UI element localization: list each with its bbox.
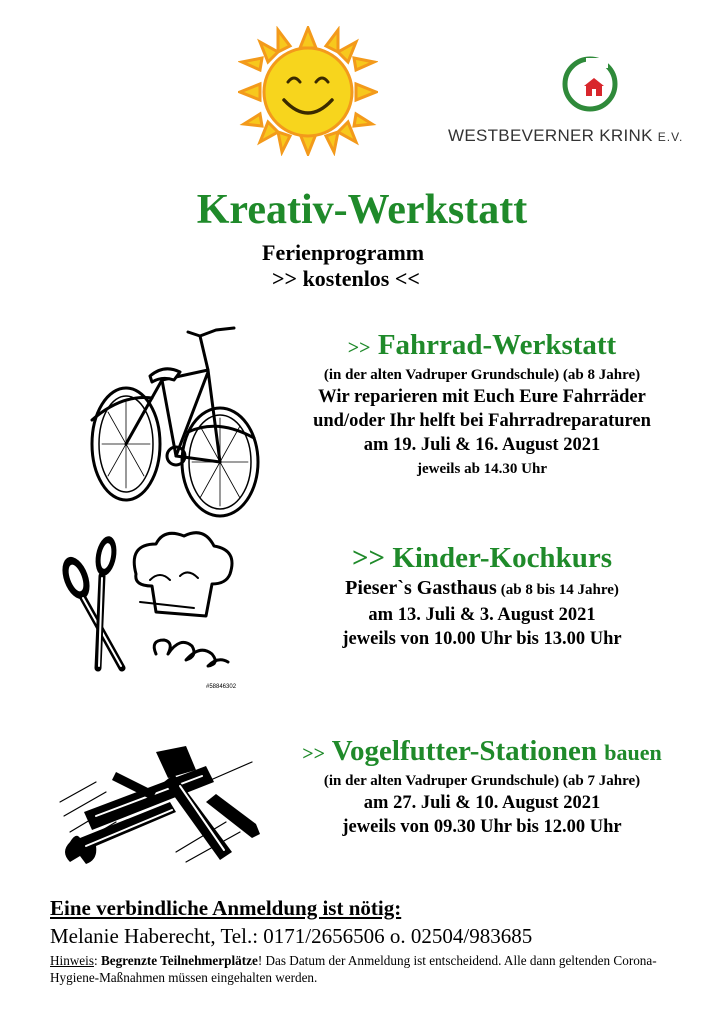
section-vogelfutter-stationen <box>258 734 706 839</box>
image-caption: #58846302 <box>206 684 237 690</box>
bicycle-icon <box>88 322 278 520</box>
heading-prefix: >> <box>347 337 371 359</box>
hint-label: Hinweis <box>50 953 94 968</box>
sun-icon <box>238 26 378 156</box>
event-time: jeweils von 10.00 Uhr bis 13.00 Uhr <box>342 629 622 649</box>
organization-suffix: E.V. <box>657 130 684 144</box>
hint-bold: Begrenzte Teilnehmerplätze <box>100 953 258 968</box>
section-fahrrad-werkstatt <box>258 328 706 479</box>
organization-logo <box>440 56 690 156</box>
free-note: >> kostenlos << <box>272 266 420 291</box>
section-heading <box>258 734 706 771</box>
contact-line: Melanie Haberecht, Tel.: 0171/2656506 o. 02504/983685 <box>50 924 533 948</box>
heading-title: Kinder-Kochkurs <box>392 542 612 574</box>
description-line-1: Wir reparieren mit Euch Eure Fahrräder <box>318 387 646 407</box>
event-time: jeweils ab 14.30 Uhr <box>417 461 547 477</box>
tools-hammer-wrench-icon <box>56 742 266 868</box>
event-dates: am 27. Juli & 10. August 2021 <box>363 793 601 813</box>
age-range: (ab 8 bis 14 Jahre) <box>500 582 619 598</box>
section-kinder-kochkurs <box>258 541 706 651</box>
krink-logo-icon <box>562 56 618 112</box>
heading-suffix: bauen <box>604 740 662 765</box>
heading-prefix: >> <box>352 542 386 574</box>
heading-title: Fahrrad-Werkstatt <box>377 329 617 361</box>
hint-text <box>50 952 690 986</box>
heading-title: Vogelfutter-Stationen <box>331 735 598 767</box>
subtitle: Ferienprogramm <box>262 240 425 265</box>
location-age: (in der alten Vadruper Grundschule) (ab 7 Jahre) <box>323 773 641 789</box>
location-age <box>258 575 706 603</box>
registration-heading: Eine verbindliche Anmeldung ist nötig: <box>50 896 402 920</box>
location-age: (in der alten Vadruper Grundschule) (ab 8 Jahre) <box>323 367 641 383</box>
organization-name: WESTBEVERNER KRINK E.V. <box>448 126 684 145</box>
event-dates: am 19. Juli & 16. August 2021 <box>363 435 601 455</box>
section-heading <box>258 541 706 575</box>
page-title: Kreativ-Werkstatt <box>196 187 528 233</box>
section-heading <box>258 328 706 365</box>
cooking-spoons-chef-hat-icon <box>56 528 242 696</box>
event-time: jeweils von 09.30 Uhr bis 12.00 Uhr <box>342 817 622 837</box>
hint-colon: : <box>93 953 98 968</box>
place-name: Pieser`s Gasthaus <box>345 577 497 599</box>
description-line-2: und/oder Ihr helft bei Fahrradreparaturen <box>313 411 651 431</box>
heading-prefix: >> <box>302 743 326 765</box>
hint-rest: ! Das Datum der Anmeldung ist entscheidend. Alle dann geltenden Corona-Hygiene-Maßnahmen müssen eingehalten werden. <box>50 953 657 985</box>
event-dates: am 13. Juli & 3. August 2021 <box>368 605 596 625</box>
